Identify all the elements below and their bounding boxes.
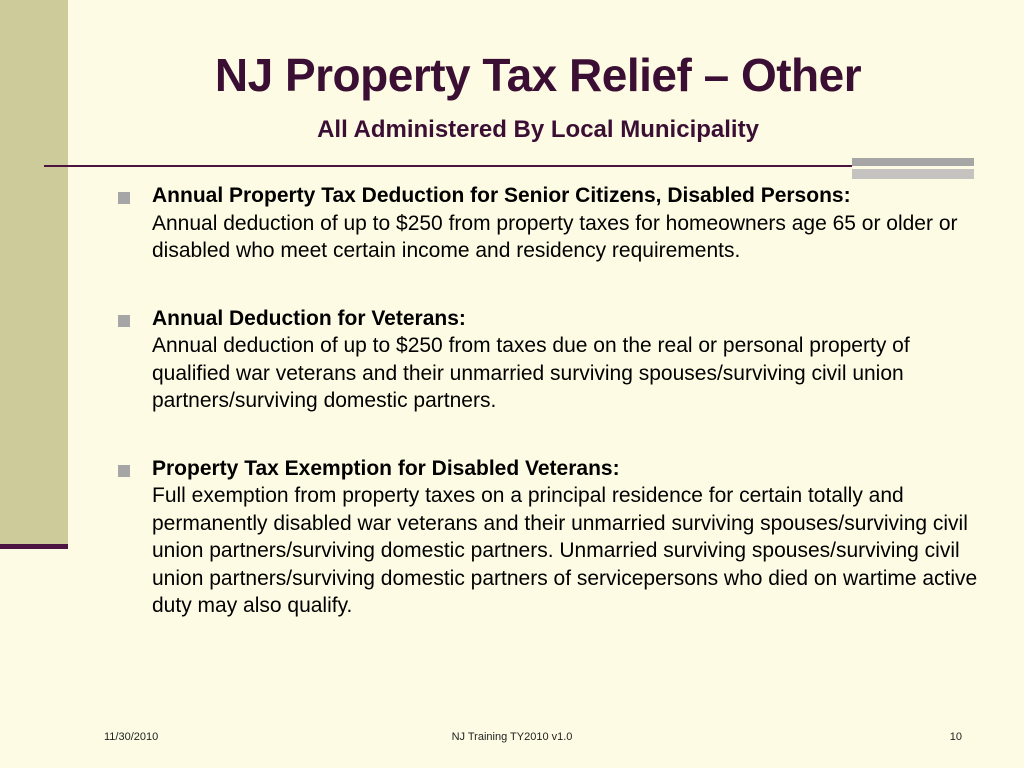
bullet-body: Annual deduction of up to $250 from property taxes for homeowners age 65 or older or disabled who meet certain income and residency requirements. bbox=[152, 211, 958, 262]
square-bullet-icon bbox=[118, 315, 130, 327]
title-divider-accent bbox=[852, 158, 974, 179]
slide-subtitle: All Administered By Local Municipality bbox=[317, 116, 759, 143]
bullet-body: Annual deduction of up to $250 from taxes due on the real or personal property of qualified war veterans and their unmarried surviving spouses/surviving civil union partners/surviving domestic partners. bbox=[152, 334, 910, 412]
footer-date: 11/30/2010 bbox=[104, 731, 159, 743]
bullet-list bbox=[112, 182, 992, 660]
bullet-heading: Annual Deduction for Veterans: bbox=[152, 306, 466, 330]
bullet-heading: Property Tax Exemption for Disabled Veterans: bbox=[152, 456, 620, 480]
bullet-heading: Annual Property Tax Deduction for Senior Citizens, Disabled Persons: bbox=[152, 184, 851, 207]
bullet-item-disabled-veterans-exemption bbox=[112, 455, 992, 620]
title-divider-line bbox=[44, 165, 974, 167]
slide-title: NJ Property Tax Relief – Other bbox=[214, 49, 862, 101]
footer-title: NJ Training TY2010 v1.0 bbox=[451, 731, 573, 743]
square-bullet-icon bbox=[118, 465, 130, 477]
bullet-item-senior-deduction bbox=[112, 182, 992, 265]
left-band-accent-bar bbox=[0, 544, 68, 549]
bullet-item-veterans-deduction bbox=[112, 305, 992, 415]
footer-page-number: 10 bbox=[949, 731, 962, 743]
square-bullet-icon bbox=[118, 192, 130, 204]
bullet-body: Full exemption from property taxes on a principal residence for certain totally and permanently disabled war veterans and their unmarried surviving spouses/surviving civil union partners/surviving domestic partners. Unmarried surviving spouses/surviving civil union partners/surviving domestic partners of servicepersons who died on wartime active duty may also qualify. bbox=[152, 484, 978, 617]
left-decorative-band bbox=[0, 0, 68, 546]
